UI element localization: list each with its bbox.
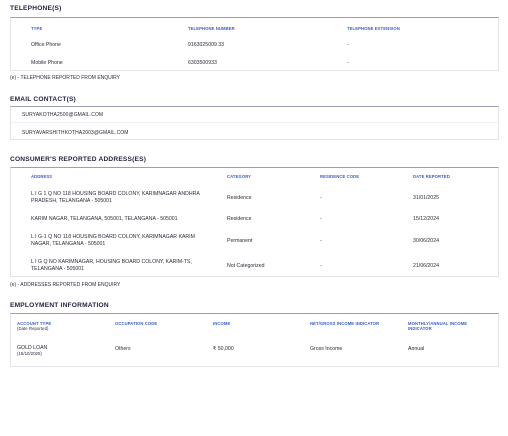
address-text: KARIM NAGAR, TELANGANA, 505001, TELANGANA - 505001 [31, 216, 178, 222]
col-header-net-gross-indicator: NET/GROSS INCOME INDICATOR [310, 321, 380, 326]
phone-number: 9163025009 33 [188, 42, 225, 48]
phone-type: Mobile Phone [31, 60, 63, 66]
address-category: Residence [227, 195, 252, 201]
col-header-residence-code: RESIDENCE CODE [320, 174, 360, 179]
address-text: L I G 1 Q NO 118 HOUSING BOARD COLONY, KARIMNAGAR ANDHRA PRADESH, TELANGANA - 505001 [31, 191, 200, 204]
email-section-title: EMAIL CONTACT(S) [10, 96, 76, 103]
email-item: SURYAVARSHITHKOTHA2003@GMAIL.COM [22, 130, 129, 136]
phone-extension: - [347, 42, 349, 48]
col-header-address: ADDRESS [31, 174, 53, 179]
col-header-monthly-annual-indicator: MONTHLY/ANNUAL INCOME INDICATOR [408, 321, 468, 331]
address-date: 30/06/2024 [413, 238, 439, 244]
phone-extension: - [347, 60, 349, 66]
address-table [10, 167, 499, 277]
col-header-category: CATEGORY [227, 174, 252, 179]
col-header-account-type-sub: (Date Reported) [17, 326, 49, 331]
address-text: L I G Q NO KARIMNAGAR, HOUSING BOARD COLONY, KARIM-TS, TELANGANA - 505001 [31, 259, 192, 272]
address-residence-code: - [320, 263, 322, 269]
address-note: (e) - ADDRESSES REPORTED FROM ENQUIRY [10, 282, 121, 288]
email-item: SURYAKOTHA2500@GMAIL.COM [22, 112, 104, 118]
employment-date-reported: (15/10/2025) [17, 351, 42, 356]
col-header-type: TYPE [31, 26, 43, 31]
address-residence-code: - [320, 216, 322, 222]
address-category: Permanent [227, 238, 253, 244]
employment-table [10, 313, 499, 367]
employment-section-title: EMPLOYMENT INFORMATION [10, 302, 109, 309]
address-category: Residence [227, 216, 252, 222]
col-header-occupation-code: OCCUPATION CODE [115, 321, 158, 326]
telephone-table [10, 17, 499, 71]
address-section-title: CONSUMER'S REPORTED ADDRESS(ES) [10, 156, 147, 163]
address-residence-code: - [320, 238, 322, 244]
address-date: 15/12/2024 [413, 216, 439, 222]
address-text: L I G-1 Q NO 118 HOUSING BOARD COLONY, KARIMNAGAR KARIM NAGAR, TELANGANA - 505001 [31, 234, 195, 247]
col-header-date-reported: DATE REPORTED [413, 174, 450, 179]
phone-number: 6303500933 [188, 60, 217, 66]
col-header-telephone-number: TELEPHONE NUMBER [188, 26, 235, 31]
col-header-telephone-extension: TELEPHONE EXTENSION [347, 26, 400, 31]
employment-net-gross: Gross Income [310, 346, 343, 352]
address-date: 21/06/2024 [413, 263, 439, 269]
employment-income: ₹ 50,000 [213, 346, 234, 352]
divider [11, 122, 498, 123]
address-date: 31/01/2025 [413, 195, 439, 201]
col-header-account-type: ACCOUNT TYPE [17, 321, 52, 326]
telephone-note: (e) - TELEPHONE REPORTED FROM ENQUIRY [10, 75, 121, 81]
employment-monthly-annual: Annual [408, 346, 425, 352]
employment-occupation: Others [115, 346, 131, 352]
phone-type: Office Phone [31, 42, 61, 48]
address-residence-code: - [320, 195, 322, 201]
address-category: Not Categorized [227, 263, 265, 269]
employment-account-type: GOLD LOAN [17, 345, 48, 351]
telephone-section-title: TELEPHONE(S) [10, 5, 62, 12]
col-header-income: INCOME [213, 321, 231, 326]
